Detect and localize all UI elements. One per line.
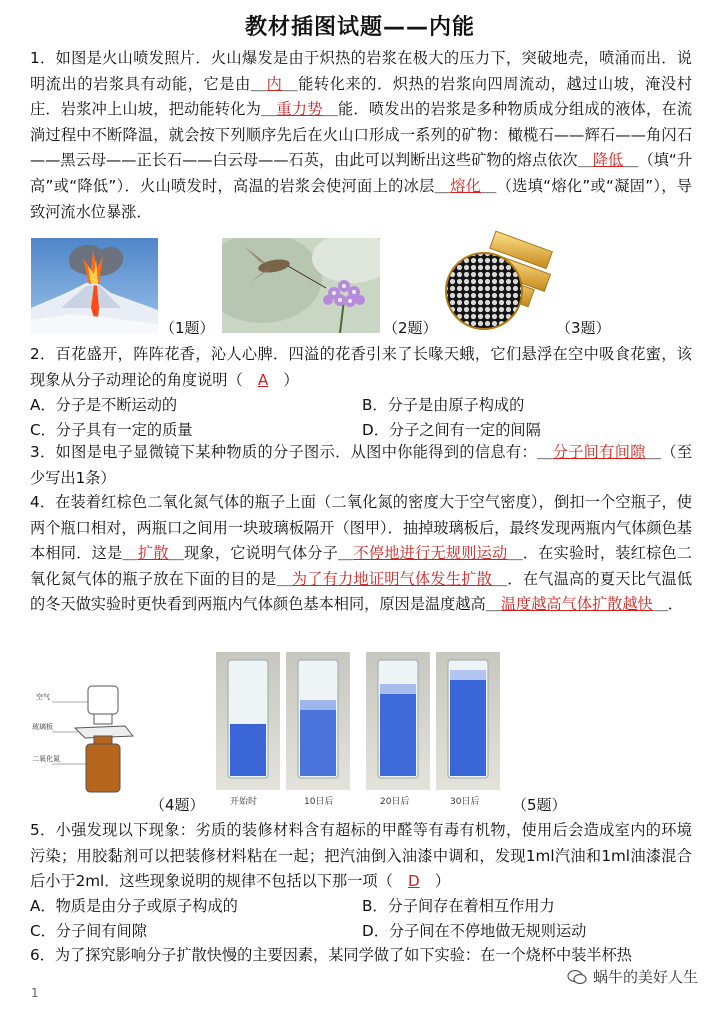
caption-q4: （4题） [150,796,205,814]
volcano-photo [31,238,158,333]
caption-q1: （1题） [160,319,215,337]
q1-text-2: ＿能转化来的．炽热的岩浆向四周流动，越过山坡，淹没村庄．岩浆冲上山坡，把动能转化为＿ [30,74,693,119]
q1-answer-3: 降低 [592,151,624,170]
q4-text-5: ＿． [652,595,684,614]
q4-text-3: ＿．在实验时，装红棕色二氧化氮气体的瓶子放在下面的目的是＿ [30,544,693,588]
watermark [567,966,698,987]
q2-option-b: B．分子是由原子构成的 [362,396,525,414]
q4-answer-2: 不停地进行无规则运动 [353,544,508,563]
question-1 [30,46,692,225]
q3-text-2: ＿（至少写出1条） [30,443,693,487]
question-3 [30,440,692,491]
q2-option-a: A．分子是不断运动的 [30,396,178,414]
q1-answer-2: 重力势 [276,100,323,119]
q4-text-4: ＿．在气温高的夏天比气温低的冬天做实验时更快看到两瓶内气体颜色基本相同，原因是温度越高＿ [30,569,693,614]
moth-flower-photo [222,238,380,333]
q1-answer-1: 内 [266,74,283,93]
q5-option-a: A．物质是由分子或原子构成的 [30,897,238,915]
label-no2: 二氧化氮 [32,755,60,763]
q5-option-b: B．分子间存在着相互作用力 [362,897,555,915]
label-air: 空气 [36,693,50,701]
question-5 [30,818,692,895]
q2-answer: A [257,370,269,389]
q1-text-1: 1．如图是火山喷发照片．火山爆发是由于炽热的岩浆在极大的压力下，突破地壳，喷涌而出．说明流出的岩浆具有动能，它是由＿ [30,49,692,93]
q1-text-5: ＿（选填“熔化”或“凝固”），导致河流水位暴涨． [30,176,692,221]
page-title: 教材插图试题——内能 [244,15,475,40]
q1-answer-4: 熔化 [450,176,482,195]
q5-answer: D [408,872,420,891]
q4-answer-4: 温度越高气体扩散越快 [500,595,653,614]
question-6 [30,943,692,968]
molecule-microscope-image [442,229,554,331]
q2-text-1: 2．百花盛开，阵阵花香，沁人心脾．四溢的花香引来了长喙天蛾，它们悬浮在空中吸食花蜜，该现象从分子动理论的角度说明（ [30,345,692,389]
page-number: 1 [31,986,39,1000]
q5-text-1: 5．小强发现以下现象：劣质的装修材料含有超标的甲醛等有毒有机物，使用后会造成室内的环境污染；用胶黏剂可以把装修材料粘在一起；把汽油倒入油漆中调和，发现1ml汽油和1ml油漆混合后小于2ml．这些现象说明的规律不包括以下那一项（ [30,821,692,891]
caption-q5: （5题） [512,796,567,814]
q4-answer-3: 为了有力地证明气体发生扩散 [291,569,493,588]
q2-option-c: C．分子具有一定的质量 [30,421,193,439]
q4-answer-1: 扩散 [137,544,169,563]
bottle-diagram [30,680,150,800]
q2-option-d: D．分子之间有一定的间隔 [362,421,541,439]
caption-q2: （2题） [383,319,438,337]
caption-q3: （3题） [556,319,611,337]
q3-text-1: 3．如图是电子显微镜下某种物质的分子图示．从图中你能得到的信息有：＿ [30,443,553,461]
q3-answer: 分子间有间隙 [552,443,646,461]
q6-text-1: 6．为了探究影响分子扩散快慢的主要因素，某同学做了如下实验：在一个烧杯中装半杯热 [30,946,632,964]
diffusion-photo-series [214,650,502,810]
q1-text-4: ＿（填“升高”或“降低”）．火山喷发时，高温的岩浆会使河面上的冰层＿ [30,151,693,195]
watermark-text: 蜗牛的美好人生 [592,968,698,986]
label-glass-plate: 玻璃板 [32,723,53,731]
question-4 [30,490,692,618]
jar-label-start: 开始时 [230,797,258,807]
q5-option-d: D．分子间在不停地做无规则运动 [362,922,587,940]
question-2 [30,342,692,393]
jar-label-30days: 30日后 [450,797,480,807]
q1-text-3: ＿能．喷发出的岩浆是多种物质成分组成的液体，在流淌过程中不断降温，就会按下列顺序先后在火山口形成一系列的矿物：橄榄石——辉石——角闪石——黑云母——正长石——白云母——石英，由此可以判断出这些矿物的熔点依次＿ [30,100,693,170]
q4-text-2: ＿现象，它说明气体分子＿ [168,544,354,563]
q4-text-1: 4．在装着红棕色二氧化氮气体的瓶子上面（二氧化氮的密度大于空气密度），倒扣一个空瓶子，使两个瓶口相对，两瓶口之间用一块玻璃板隔开（图甲）．抽掉玻璃板后，最终发现两瓶内气体颜色基本相同．这是＿ [30,493,692,563]
jar-label-10days: 10日后 [304,797,334,807]
q5-text-2: ） [419,872,451,891]
jar-label-20days: 20日后 [380,797,410,807]
q2-text-2: ） [268,370,299,389]
q5-option-c: C．分子间有间隙 [30,922,147,940]
wechat-icon [567,970,587,984]
